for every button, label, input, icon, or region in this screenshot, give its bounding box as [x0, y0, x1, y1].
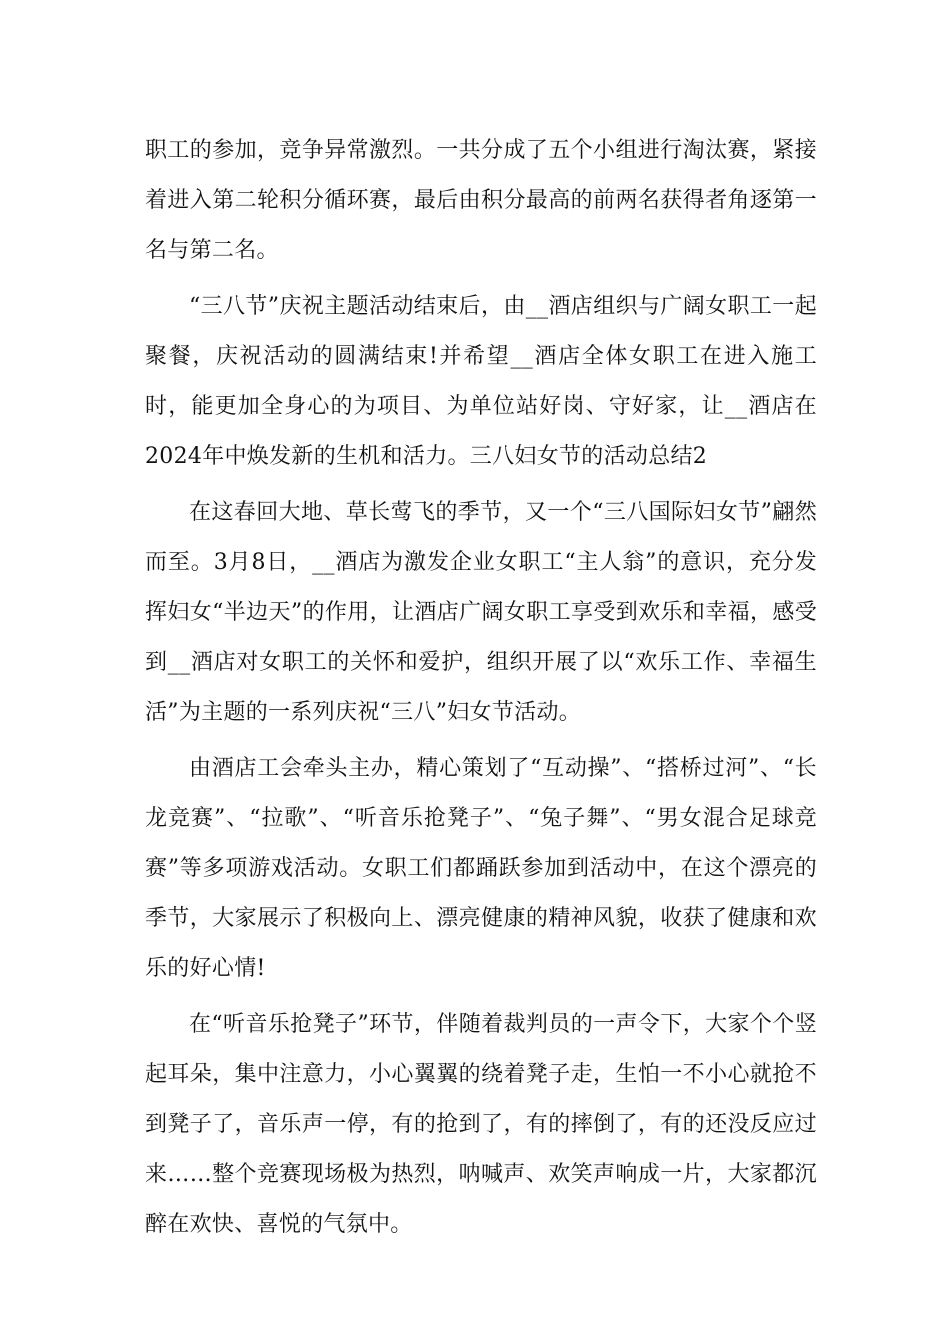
document-body — [145, 126, 817, 1256]
paragraph-2: “三八节”庆祝主题活动结束后，由__酒店组织与广阔女职工一起聚餐，庆祝活动的圆满结束!并希望__酒店全体女职工在进入施工时，能更加全身心的为项目、为单位站好岗、守好家，让__酒店在2024年中焕发新的生机和活力。三八妇女节的活动总结2 — [145, 294, 817, 469]
paragraph-4: 由酒店工会牵头主办，精心策划了“互动操”、“搭桥过河”、“长龙竞赛”、“拉歌”、“听音乐抢凳子”、“兔子舞”、“男女混合足球竞赛”等多项游戏活动。女职工们都踊跃参加到活动中，在这个漂亮的季节，大家展示了积极向上、漂亮健康的精神风貌，收获了健康和欢乐的好心情! — [145, 756, 817, 981]
paragraph-3: 在这春回大地、草长莺飞的季节，又一个“三八国际妇女节”翩然而至。3月8日，__酒店为激发企业女职工“主人翁”的意识，充分发挥妇女“半边天”的作用，让酒店广阔女职工享受到欢乐和幸福，感受到__酒店对女职工的关怀和爱护，组织开展了以“欢乐工作、幸福生活”为主题的一系列庆祝“三八”妇女节活动。 — [145, 500, 817, 725]
paragraph-5: 在“听音乐抢凳子”环节，伴随着裁判员的一声令下，大家个个竖起耳朵，集中注意力，小心翼翼的绕着凳子走，生怕一不小心就抢不到凳子了，音乐声一停，有的抢到了，有的摔倒了，有的还没反应过来……整个竞赛现场极为热烈，呐喊声、欢笑声响成一片，大家都沉醉在欢快、喜悦的气氛中。 — [145, 1012, 817, 1237]
paragraph-1: 职工的参加，竞争异常激烈。一共分成了五个小组进行淘汰赛，紧接着进入第二轮积分循环赛，最后由积分最高的前两名获得者角逐第一名与第二名。 — [145, 138, 817, 263]
